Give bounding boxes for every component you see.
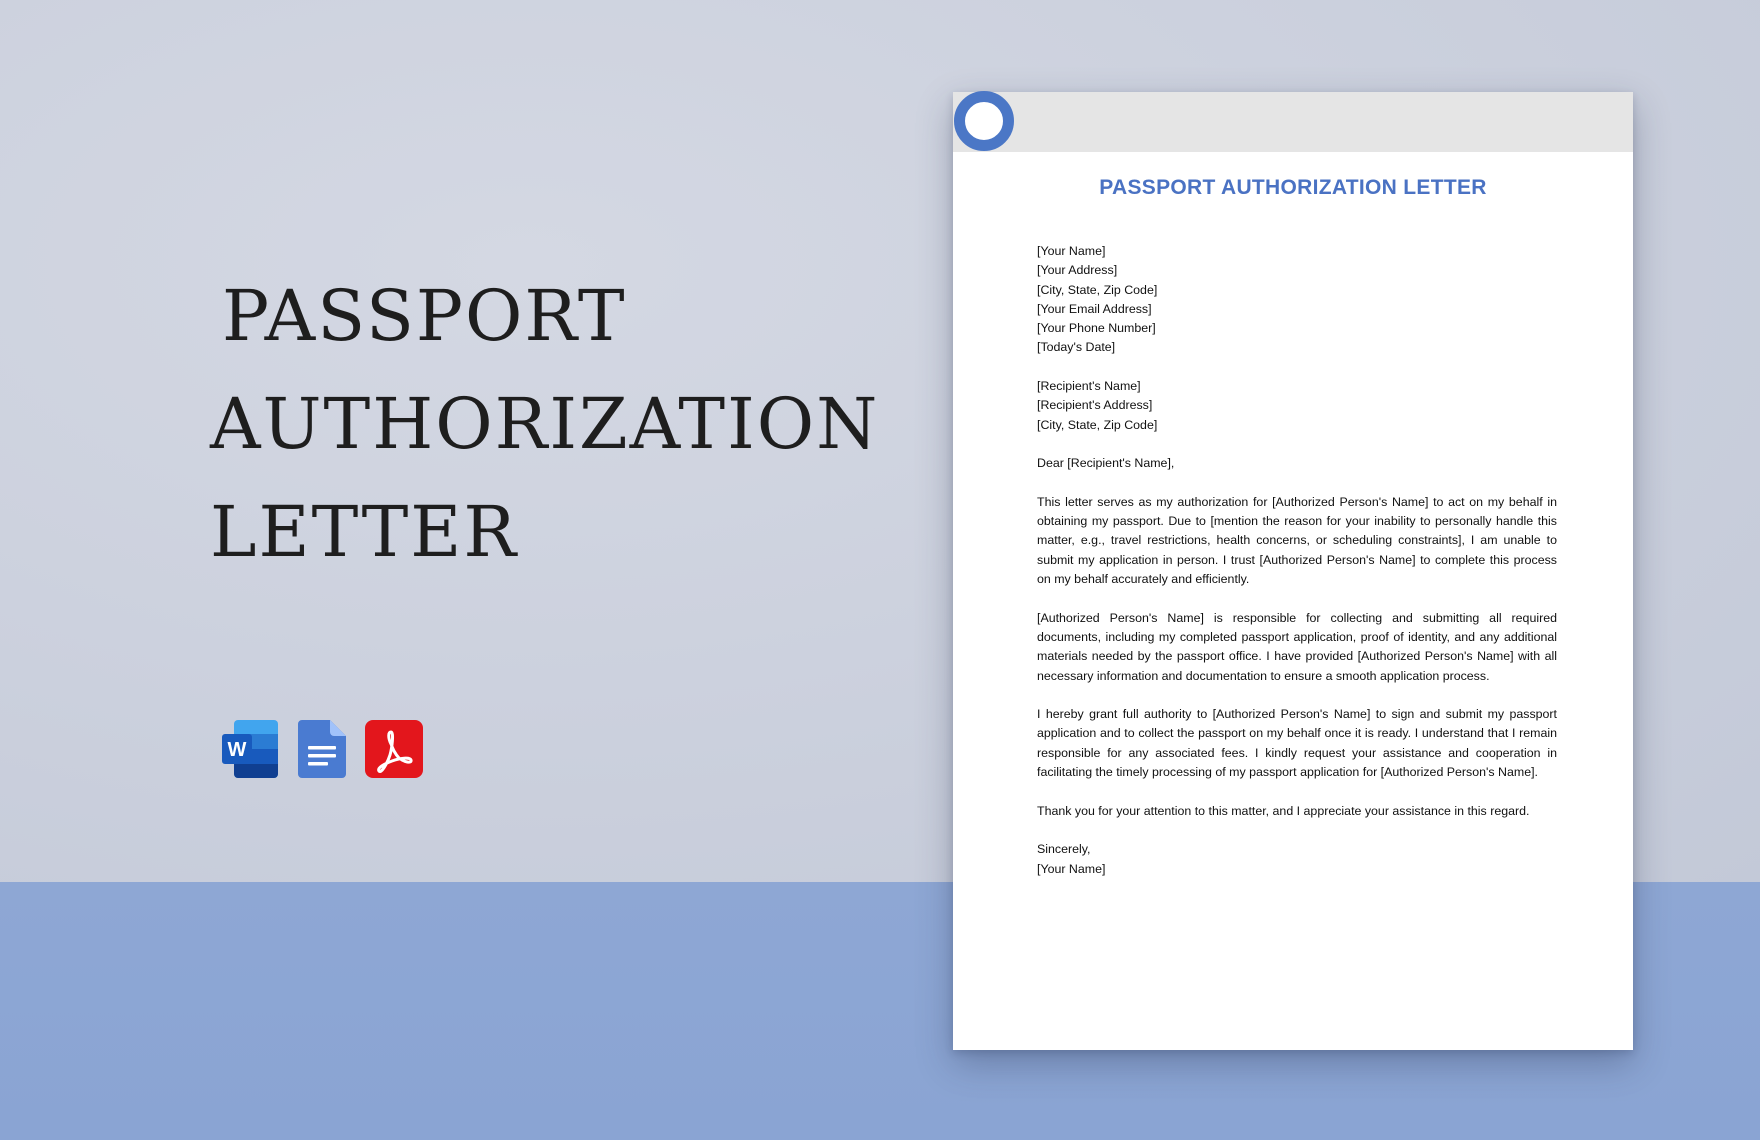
body-paragraph: I hereby grant full authority to [Authorized Person's Name] to sign and submit my passport application and to collect the passport on my behalf once it is ready. I understand that I remain responsible for any associated fees. I kindly request your assistance and cooperation in facilitating the timely processing of my passport application for [Authorized Person's Name].: [1037, 707, 1557, 780]
closing: Sincerely,: [1037, 842, 1091, 857]
signature: [Your Name]: [1037, 861, 1106, 876]
pdf-icon[interactable]: [364, 718, 424, 780]
promo-title-line: AUTHORIZATION: [210, 383, 880, 465]
document-title: PASSPORT AUTHORIZATION LETTER: [1099, 176, 1487, 199]
document-body: [1037, 242, 1557, 898]
sender-line: [Your Name]: [1037, 244, 1106, 258]
sender-line: [Your Phone Number]: [1037, 321, 1156, 336]
recipient-line: [City, State, Zip Code]: [1037, 417, 1158, 432]
google-docs-icon[interactable]: [292, 718, 352, 780]
document-preview: [953, 92, 1633, 1050]
recipient-line: [Recipient's Address]: [1037, 398, 1153, 413]
sender-block: [1037, 242, 1557, 358]
word-icon[interactable]: [220, 718, 280, 780]
recipient-block: [1037, 377, 1557, 435]
closing-block: [1037, 840, 1557, 879]
body-paragraph: [Authorized Person's Name] is responsible for collecting and submitting all required documents, including my completed passport application, proof of identity, and any additional materials needed by the passport office. I have provided [Authorized Person's Name] with all necessary information and documentation to ensure a smooth application process.: [1037, 610, 1557, 683]
word-icon-letter: W: [227, 739, 247, 761]
promo-title-line: LETTER: [210, 491, 519, 573]
recipient-line: [Recipient's Name]: [1037, 379, 1141, 394]
promo-title-line: PASSPORT: [222, 275, 627, 357]
sender-line: [Today's Date]: [1037, 340, 1116, 355]
ring-decoration: [954, 91, 1014, 151]
sender-line: [City, State, Zip Code]: [1037, 282, 1158, 297]
format-icons: [220, 718, 424, 780]
body-paragraph: Thank you for your attention to this matter, and I appreciate your assistance in this regard.: [1037, 803, 1530, 818]
sender-line: [Your Email Address]: [1037, 301, 1152, 316]
sender-line: [Your Address]: [1037, 263, 1118, 278]
document-header-band: [953, 92, 1633, 152]
body-paragraph: This letter serves as my authorization for [Authorized Person's Name] to act on my behalf in obtaining my passport. Due to [mention the reason for your inability to personally handle this matter, e.g., travel restrictions, health concerns, or scheduling constraints], I am unable to submit my application in person. I trust [Authorized Person's Name] to complete this process on my behalf accurately and efficiently.: [1037, 494, 1557, 587]
promo-title: [210, 262, 890, 586]
salutation: Dear [Recipient's Name],: [1037, 456, 1175, 471]
